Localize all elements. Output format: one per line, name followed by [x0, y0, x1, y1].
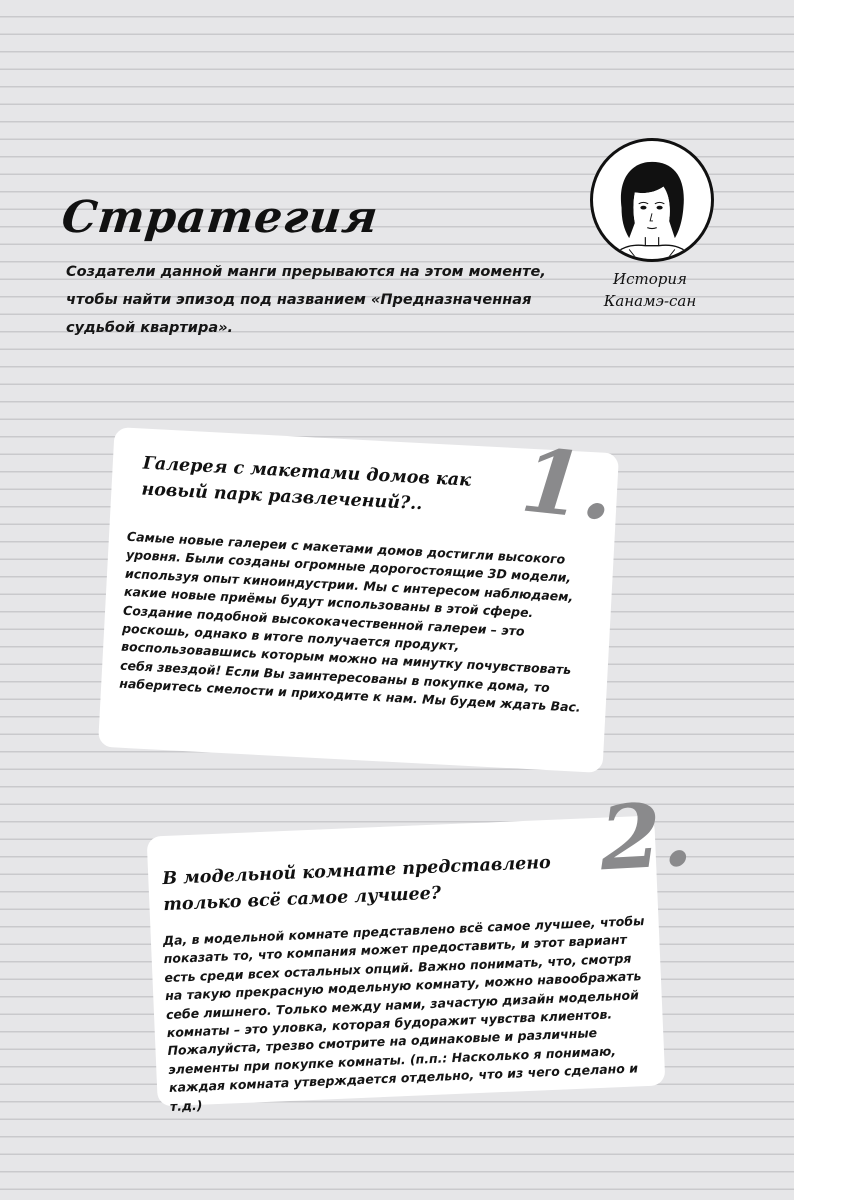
card-1-heading: Галерея с макетами домов как новый парк развлечений?..	[140, 453, 472, 515]
page-subtitle: Создатели данной манги прерываются на этом моменте, чтобы найти эпизод под названием «Предназначенная судьбой квартира».	[66, 264, 546, 336]
portrait-caption-line-1: История	[613, 270, 687, 288]
portrait-caption	[580, 268, 720, 312]
portrait-caption-line-2: Канамэ-сан	[603, 292, 697, 310]
page-title: Стратегия	[59, 192, 381, 243]
card-1-body: Самые новые галереи с макетами домов достигли высокого уровня. Были созданы огромные дорогостоящие 3D модели, используя опыт киноиндустрии. Мы с интересом наблюдаем, какие новые приёмы будут использованы в этой сфере. Создание подобной высококачественной галереи – это роскошь, однако в итоге получается продукт, воспользовавшись которым можно на минутку почувствовать себя звездой! Если Вы заинтересованы в покупке дома, то наберитесь смелости и приходите к нам. Мы будем ждать Вас.	[118, 528, 582, 716]
strategy-card-2	[147, 815, 666, 1114]
card-1-number: 1.	[516, 427, 620, 541]
card-2-body: Да, в модельной комнате представлено всё самое лучшее, чтобы показать то, что компания может предоставить, и этот вариант есть среди всех остальных опций. Важно понимать, что, смотря на такую прекрасную модельную комнату, можно навоображать себе лишнего. Только между нами, зачастую дизайн модельной комнаты – это уловка, которая будоражит чувства клиентов. Пожалуйста, трезво смотрите на одинаковые и различные элементы при покупке комнаты. (п.п.: Насколько я понимаю, каждая комната утверждается отдельно, что из чего сделано и т.д.)	[162, 912, 645, 1114]
card-2-number: 2.	[597, 781, 695, 891]
woman-portrait-icon	[590, 138, 714, 262]
page-margin-strip	[794, 0, 844, 1200]
card-2-heading: В модельной комнате представлено только всё самое лучшее?	[161, 852, 552, 916]
